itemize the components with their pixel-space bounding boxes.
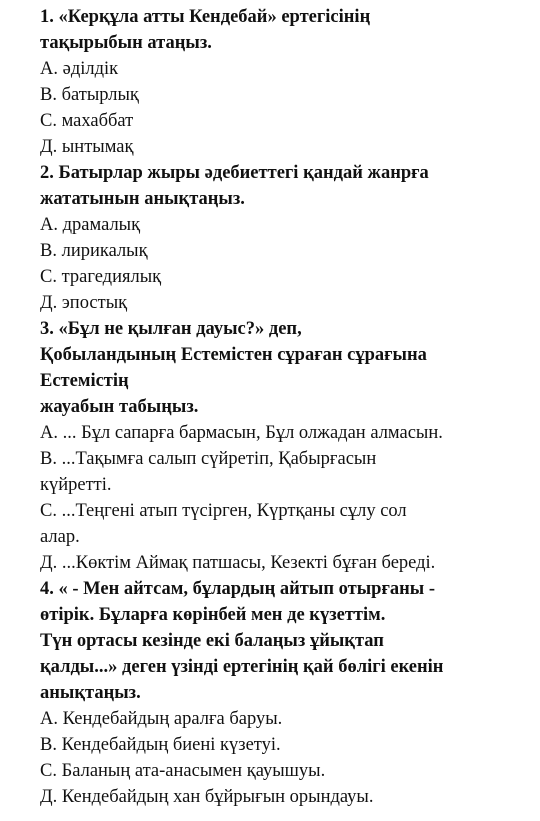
question-3-option-c: С. ...Теңгені атып түсірген, Күртқаны сұлу сол xyxy=(40,501,407,521)
question-3-option-d: Д. ...Көктім Аймақ патшасы, Кезекті бұған береді. xyxy=(40,553,436,573)
question-1-title-line: 1. «Керқұла атты Кендебай» ертегісінің xyxy=(40,7,371,27)
question-1 xyxy=(40,4,530,160)
question-1-option-b: В. батырлық xyxy=(40,85,139,105)
question-2 xyxy=(40,160,530,316)
question-4-option-c: С. Баланың ата-анасымен қауышуы. xyxy=(40,761,326,781)
question-1-option-d: Д. ынтымақ xyxy=(40,137,134,157)
question-3-title-line: жауабын табыңыз. xyxy=(40,397,199,417)
quiz-page xyxy=(40,4,530,810)
question-1-title-line: тақырыбын атаңыз. xyxy=(40,33,212,53)
question-4-option-b: В. Кендебайдың биені күзетуі. xyxy=(40,735,281,755)
question-2-option-d: Д. эпостық xyxy=(40,293,128,313)
question-2-option-a: А. драмалық xyxy=(40,215,141,235)
question-4-title-line: қалды...» деген үзінді ертегінің қай бөлігі екенін xyxy=(40,657,444,677)
question-2-option-c: С. трагедиялық xyxy=(40,267,162,287)
question-4-option-d: Д. Кендебайдың хан бұйрығын орындауы. xyxy=(40,787,374,807)
question-2-title-line: жататынын анықтаңыз. xyxy=(40,189,245,209)
question-4 xyxy=(40,576,530,810)
question-2-title-line: 2. Батырлар жыры әдебиеттегі қандай жанрға xyxy=(40,163,429,183)
question-4-title-line: Түн ортасы кезінде екі балаңыз ұйықтап xyxy=(40,631,384,651)
question-4-title-line: анықтаңыз. xyxy=(40,683,141,703)
question-3-option-b-continued: күйретті. xyxy=(40,475,112,495)
question-2-option-b: В. лирикалық xyxy=(40,241,148,261)
question-3-option-b: В. ...Тақымға салып сүйретіп, Қабырғасын xyxy=(40,449,377,469)
question-4-title-line: өтірік. Бұларға көрінбей мен де күзеттім. xyxy=(40,605,386,625)
question-3-title-line: Қобыландының Естемістен сұраған сұрағына xyxy=(40,345,427,365)
question-3 xyxy=(40,316,530,576)
question-4-title-line: 4. « - Мен айтсам, бұлардың айтып отырғаны - xyxy=(40,579,435,599)
question-4-option-a: А. Кендебайдың аралға баруы. xyxy=(40,709,283,729)
question-3-option-a: А. ... Бұл сапарға бармасын, Бұл олжадан алмасын. xyxy=(40,423,443,443)
question-3-title-line: 3. «Бұл не қылған дауыс?» деп, xyxy=(40,319,302,339)
question-1-option-a: А. әділдік xyxy=(40,59,119,79)
question-3-title-line: Естемістің xyxy=(40,371,129,391)
question-3-option-c-continued: алар. xyxy=(40,527,80,547)
question-1-option-c: С. махаббат xyxy=(40,111,134,131)
